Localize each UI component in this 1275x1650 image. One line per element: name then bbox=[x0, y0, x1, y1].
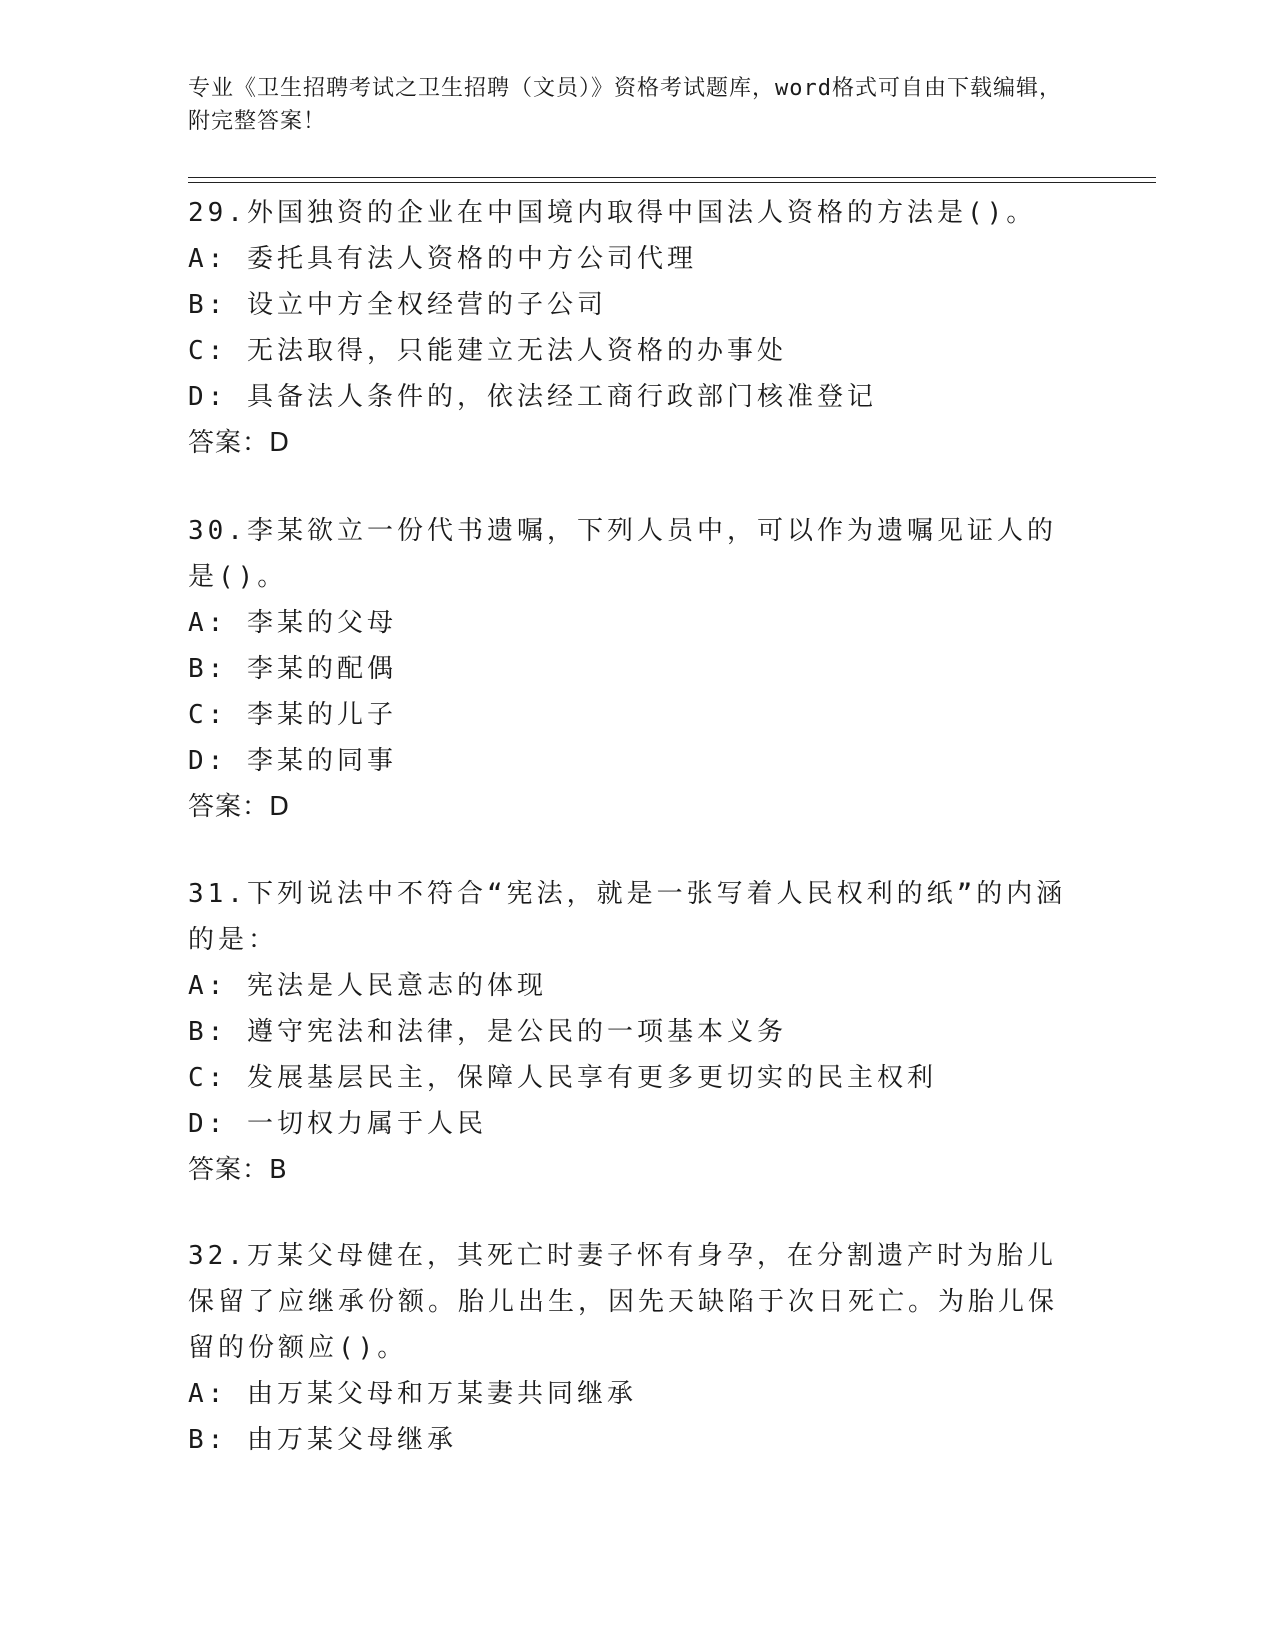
header-divider-top bbox=[188, 177, 1156, 178]
option-a: A: 由万某父母和万某妻共同继承 bbox=[188, 1379, 637, 1409]
option-c: C: 无法取得，只能建立无法人资格的办事处 bbox=[188, 336, 787, 366]
option-d: D: 一切权力属于人民 bbox=[188, 1109, 487, 1139]
option-a: A: 宪法是人民意志的体现 bbox=[188, 971, 547, 1001]
option-d: D: 具备法人条件的，依法经工商行政部门核准登记 bbox=[188, 382, 877, 412]
question-stem: 31.下列说法中不符合“宪法，就是一张写着人民权利的纸”的内涵的是： bbox=[188, 879, 1067, 955]
question-31 bbox=[188, 871, 1078, 1193]
option-a: A: 委托具有法人资格的中方公司代理 bbox=[188, 244, 697, 274]
option-b: B: 遵守宪法和法律，是公民的一项基本义务 bbox=[188, 1017, 787, 1047]
option-c: C: 李某的儿子 bbox=[188, 700, 397, 730]
question-stem: 32.万某父母健在，其死亡时妻子怀有身孕，在分割遗产时为胎儿保留了应继承份额。胎儿出生，因先天缺陷于次日死亡。为胎儿保留的份额应()。 bbox=[188, 1241, 1059, 1363]
option-b: B: 设立中方全权经营的子公司 bbox=[188, 290, 607, 320]
document-header: 专业《卫生招聘考试之卫生招聘（文员）》资格考试题库，word格式可自由下载编辑，附完整答案！ bbox=[188, 76, 1062, 134]
answer: 答案：B bbox=[188, 1155, 288, 1185]
question-stem: 29.外国独资的企业在中国境内取得中国法人资格的方法是()。 bbox=[188, 198, 1037, 228]
option-b: B: 由万某父母继承 bbox=[188, 1425, 457, 1455]
option-c: C: 发展基层民主，保障人民享有更多更切实的民主权利 bbox=[188, 1063, 937, 1093]
answer: 答案：D bbox=[188, 792, 291, 822]
question-29 bbox=[188, 190, 1078, 466]
option-d: D: 李某的同事 bbox=[188, 746, 397, 776]
question-32 bbox=[188, 1233, 1078, 1463]
question-stem: 30.李某欲立一份代书遗嘱，下列人员中，可以作为遗嘱见证人的是()。 bbox=[188, 516, 1057, 592]
answer: 答案：D bbox=[188, 428, 291, 458]
header-divider-bottom bbox=[188, 182, 1156, 183]
option-a: A: 李某的父母 bbox=[188, 608, 397, 638]
option-b: B: 李某的配偶 bbox=[188, 654, 397, 684]
question-30 bbox=[188, 508, 1078, 830]
